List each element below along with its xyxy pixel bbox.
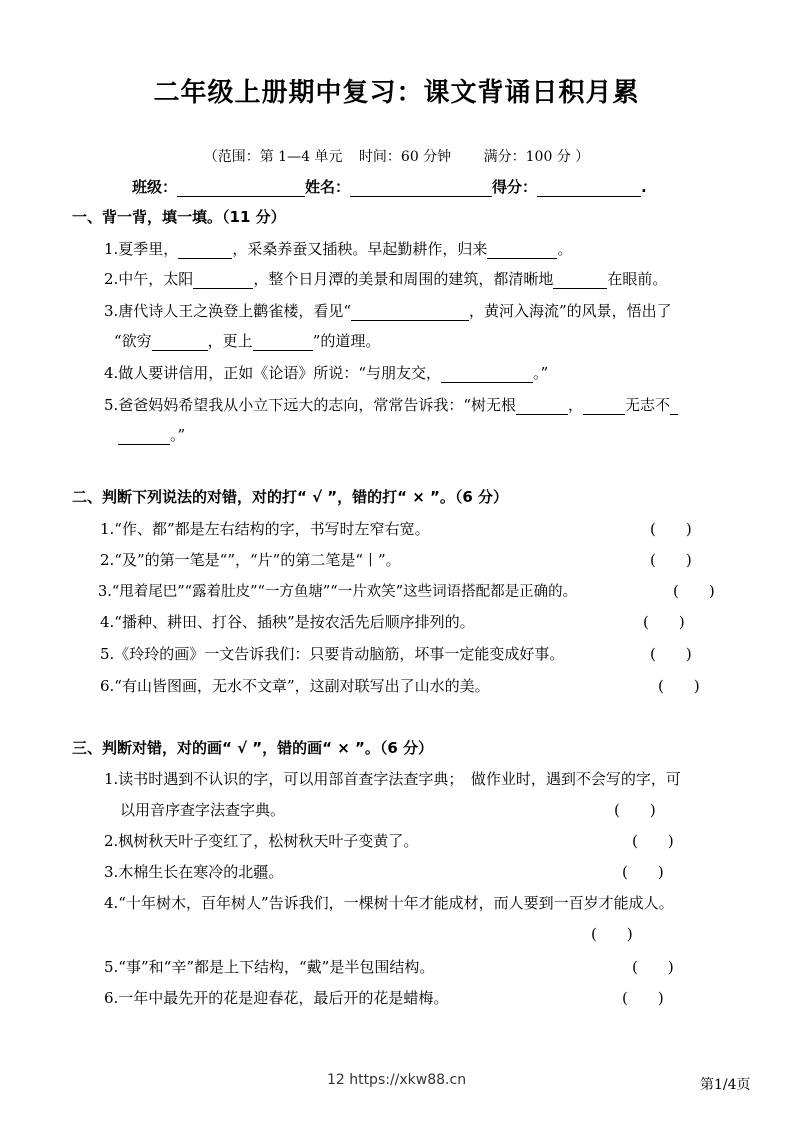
s1-q3-text-d: ，更上 [207,332,253,350]
s3-answer-paren[interactable]: ( ) [632,958,674,976]
section3-heading: 三、判断对错，对的画“ √ ”，错的画“ × ”。（6 分） [72,739,434,757]
student-info-row [132,176,647,197]
s3-answer-paren[interactable]: ( ) [591,925,633,943]
name-label: 姓名： [305,178,351,196]
s3-answer-paren[interactable]: ( ) [622,989,664,1007]
s2-item: 3.“甩着尾巴”“露着肚皮”“一方鱼塘”“一片欢笑”这些词语搭配都是正确的。 [98,584,578,600]
s1-q3-line1 [104,300,672,321]
s1-q5-text-b: ， [567,396,583,414]
s2-answer-paren[interactable]: ( ) [673,582,715,600]
s1-q2 [104,268,667,289]
info-end: . [641,178,647,196]
s1-q5-blank3[interactable] [118,429,170,445]
page-title: 二年级上册期中复习：课文背诵日积月累 [153,78,640,108]
s1-q5-text-d: 。” [170,426,186,444]
class-label: 班级： [132,178,178,196]
s2-answer-paren[interactable]: ( ) [658,677,700,695]
s1-q3-line2 [114,330,380,351]
s1-q3-text-b: ，黄河入海流”的风景，悟出了 [468,302,672,320]
range-text: （范围：第 1—4 单元 [203,149,343,165]
s2-answer-paren[interactable]: ( ) [650,645,692,663]
s1-q2-blank2[interactable] [553,273,607,289]
section2-heading: 二、判断下列说法的对错，对的打“ √ ”，错的打“ × ”。（6 分） [72,488,509,506]
s1-q3-text-a: 3.唐代诗人王之涣登上鹳雀楼，看见“ [104,302,351,320]
s1-q1-blank1[interactable] [178,243,232,259]
full-score-text: 满分：100 分 ） [483,149,590,165]
s1-q5-line2 [118,424,185,445]
s2-item: 5.《玲玲的画》一文告诉我们：只要肯动脑筋，坏事一定能变成好事。 [100,645,565,663]
s2-item: 6.“有山皆图画，无水不文章”，这副对联写出了山水的美。 [100,677,490,695]
s1-q5-blank3-start[interactable] [670,399,678,415]
s1-q4-blank1[interactable] [441,367,533,383]
class-field[interactable] [177,182,305,197]
s2-item: 4.“播种、耕田、打谷、插秧”是按农活先后顺序排列的。 [100,613,475,631]
s3-item: 4.“十年树木，百年树人”告诉我们，一棵树十年才能成材，而人要到一百岁才能成人。 [104,894,674,912]
page-number: 第1/4页 [700,1077,751,1093]
time-text: 时间：60 分钟 [358,149,452,165]
s1-q3-text-e: ”的道理。 [312,332,381,350]
s1-q3-blank3[interactable] [253,335,313,351]
score-label: 得分： [492,178,538,196]
s2-item: 1.“作、都”都是左右结构的字，书写时左窄右宽。 [100,520,430,538]
s3-item: 2.枫树秋天叶子变红了，松树秋天叶子变黄了。 [104,832,419,850]
s3-answer-paren[interactable]: ( ) [632,832,674,850]
s1-q4 [104,362,548,383]
s3-item: 6.一年中最先开的花是迎春花，最后开的花是蜡梅。 [104,989,449,1007]
s3-item: 5.“事”和“辛”都是上下结构，“戴”是半包围结构。 [104,958,435,976]
s1-q1-text-b: ，采桑养蚕又插秧。早起勤耕作，归来 [232,240,488,258]
name-field[interactable] [350,182,492,197]
s1-q5-blank2[interactable] [583,399,625,415]
s1-q4-text-a: 4.做人要讲信用，正如《论语》所说：“与朋友交， [104,364,441,382]
footer-site: 12 https://xkw88.cn [326,1072,467,1088]
section1-heading: 一、背一背，填一填。（11 分） [72,208,286,226]
s1-q2-blank1[interactable] [193,273,253,289]
s3-answer-paren[interactable]: ( ) [614,801,656,819]
s1-q3-blank2[interactable] [152,335,208,351]
s3-item-cont: 以用音序查字法查字典。 [120,801,286,819]
s1-q5-text-c: 无志不 [625,396,671,414]
s1-q3-text-c: “欲穷 [114,332,152,350]
s1-q1-blank2[interactable] [487,243,557,259]
s3-item: 3.木棉生长在寒冷的北疆。 [104,863,284,881]
s2-answer-paren[interactable]: ( ) [650,520,692,538]
s1-q5-text-a: 5.爸爸妈妈希望我从小立下远大的志向，常常告诉我：“树无根 [104,396,516,414]
s2-answer-paren[interactable]: ( ) [643,613,685,631]
s1-q5-blank1[interactable] [516,399,568,415]
s1-q2-text-a: 2.中午，太阳 [104,270,194,288]
s1-q2-text-c: 在眼前。 [607,270,668,288]
s1-q4-text-b: 。” [532,364,549,382]
s1-q3-blank1[interactable] [351,305,469,321]
s3-item: 1.读书时遇到不认识的字，可以用部首查字法查字典； 做作业时，遇到不会写的字，可 [104,770,681,788]
s1-q1 [104,238,572,259]
s2-item: 2.“及”的第一笔是“”，“片”的第二笔是“丨”。 [100,551,401,569]
s1-q1-text-a: 1.夏季里， [104,240,179,258]
s2-answer-paren[interactable]: ( ) [650,551,692,569]
exam-meta [0,146,793,166]
score-field[interactable] [537,182,641,197]
s1-q1-text-c: 。 [557,240,573,258]
s1-q2-text-b: ，整个日月潭的美景和周围的建筑，都清晰地 [253,270,554,288]
s1-q5-line1 [104,394,678,415]
s3-answer-paren[interactable]: ( ) [622,863,664,881]
